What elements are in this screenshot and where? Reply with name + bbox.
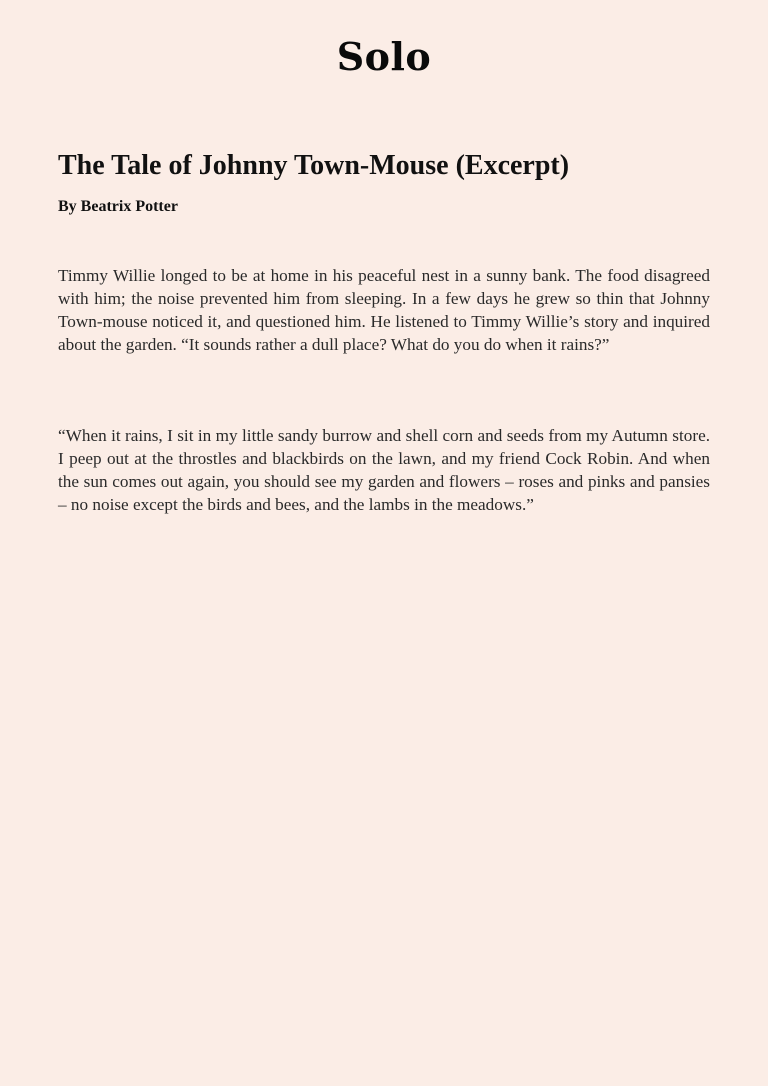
- page-title: Solo: [336, 34, 432, 79]
- story-title: The Tale of Johnny Town-Mouse (Excerpt): [58, 150, 570, 181]
- paragraph: “When it rains, I sit in my little sandy burrow and shell corn and seeds from my Autumn store. I peep out at the throstles and blackbirds on the lawn, and my friend Cock Robin. And when the sun comes out again, you should see my garden and flowers – roses and pinks and pansies – no noise except the birds and bees, and the lambs in the meadows.”: [58, 426, 710, 514]
- paragraph: Timmy Willie longed to be at home in his peaceful nest in a sunny bank. The food disagreed with him; the noise prevented him from sleeping. In a few days he grew so thin that Johnny Town-mouse noticed it, and questioned him. He listened to Timmy Willie’s story and inquired about the garden. “It sounds rather a dull place? What do you do when it rains?”: [58, 266, 710, 354]
- author-byline: By Beatrix Potter: [58, 198, 178, 215]
